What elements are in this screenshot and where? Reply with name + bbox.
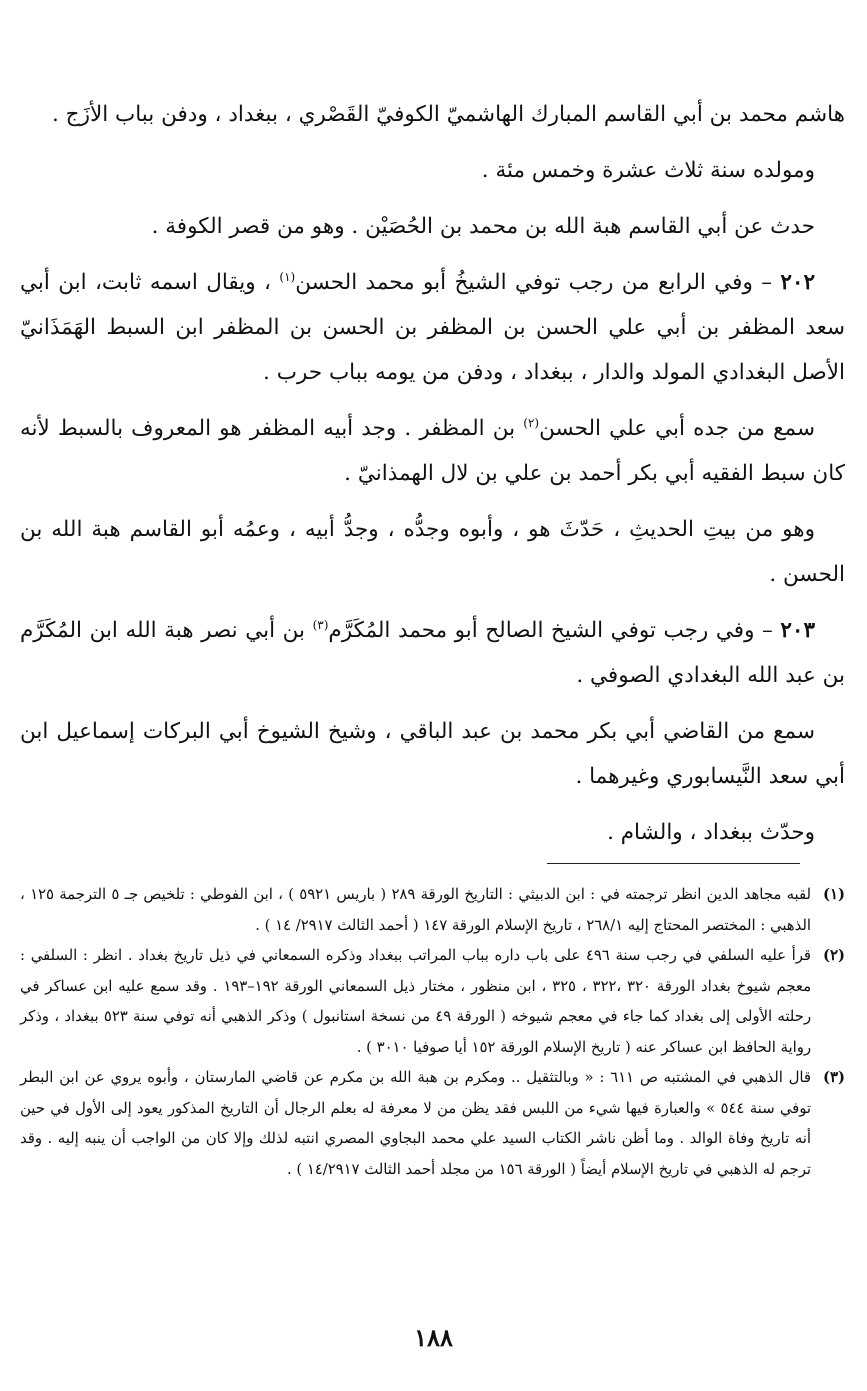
paragraph-2: ومولده سنة ثلاث عشرة وخمس مئة . [481,158,815,183]
page-number: ١٨٨ [414,1323,453,1352]
footnote-3 [20,1063,845,1185]
entry-202 [20,260,845,395]
footnote-ref[interactable]: (١) [279,269,296,284]
entry-text-cont: بن أبي نصر هبة الله ابن المُكَرَّم بن عبد الله البغدادي الصوفي . [20,618,845,688]
footnote-text: قال الذهبي في المشتبه ص ٦١١ : « وبالتثقيل .. ومكرم بن هبة الله بن مكرم عن قاضي المارستان ، وأبوه يروي عن ابن البطر توفي سنة ٥٤٤ » والعبارة فيها شيء من اللبس فقد يظن من لا معرفة له بعلم الرجال أن التاريخ المذكور يعود إلى الأول في حين أنه تاريخ وفاة الوالد . وما أظن ناشر الكتاب السيد علي محمد البجاوي المصري انتبه لذلك وإلا كان من الواجب أن ينبه إليه . وقد ترجم له الذهبي في تاريخ الإسلام أيضاً ( الورقة ١٥٦ من مجلد أحمد الثالث ١٤/٢٩١٧ ) . [20,1069,811,1178]
paragraph-text-cont: بن المظفر . وجد أبيه المظفر هو المعروف بالسبط لأنه كان سبط الفقيه أبي بكر أحمد بن علي بن لال الهمذانيّ . [20,416,845,486]
paragraph-6: وهو من بيتِ الحديثِ ، حَدّثَ هو ، وأبوه وجدُّه ، وجدُّ أبيه ، وعمُه أبو القاسم هبة الله بن الحسن . [20,517,845,587]
footnote-text: قرأ عليه السلفي في رجب سنة ٤٩٦ على باب داره بباب المراتب ببغداد وذكره السمعاني في ذيل تاريخ بغداد . انظر : السلفي : معجم شيوخ بغداد الورقة ٣٢٠ ،٣٢٢ ، ٣٢٥ ، ابن منظور ، مختار ذيل السمعاني الورقة ١٩٢–١٩٣ . وقد سمع عليه ابن عساكر في رحلته الأولى إلى بغداد كما جاء في معجم شيوخه ( الورقة ٤٩ من نسخة استانبول ) وذكر الذهبي أنه توفي سنة ٥٢٣ ببغداد ، وذكر رواية الحافظ ابن عساكر عنه ( تاريخ الإسلام الورقة ١٥٢ أيا صوفيا ٣٠١٠ ) . [20,947,811,1056]
entry-number: ٢٠٢ [780,270,816,295]
main-text [20,92,845,866]
entry-number: ٢٠٣ [780,618,816,643]
paragraph-text: سمع من جده أبي علي الحسن [539,416,815,441]
footnote-mark: (٣) [823,1069,845,1086]
paragraph-5 [20,406,845,496]
footnote-text: لقبه مجاهد الدين انظر ترجمته في : ابن الدبيثي : التاريخ الورقة ٢٨٩ ( باريس ٥٩٢١ ) ، ابن الفوطي : تلخيص جـ ٥ الترجمة ١٢٥ ، الذهبي : المختصر المحتاج إليه ٢٦٨/١ ، تاريخ الإسلام الورقة ١٤٧ ( أحمد الثالث ٢٩١٧/ ١٤ ) . [20,886,811,934]
entry-text-cont: ، ويقال اسمه ثابت، ابن أبي سعد المظفر بن أبي علي الحسن بن المظفر بن الحسن بن المظفر ابن السبط الهَمَذَانيّ الأصل البغدادي المولد والدار ، ببغداد ، ودفن من يومه بباب حرب . [20,270,845,385]
footnote-2 [20,941,845,1063]
entry-text: – وفي رجب توفي الشيخ الصالح أبو محمد المُكَرَّم [328,618,781,643]
paragraph-8: سمع من القاضي أبي بكر محمد بن عبد الباقي ، وشيخ الشيوخ أبي البركات إسماعيل ابن أبي سعد النَّيسابوري وغيرهما . [20,719,845,789]
paragraph-1: هاشم محمد بن أبي القاسم المبارك الهاشميّ الكوفيّ القَصْري ، ببغداد ، ودفن بباب الأزَج . [52,102,845,127]
footnote-ref[interactable]: (٣) [312,617,329,632]
footnote-mark: (٢) [823,947,845,964]
footnote-divider [547,863,800,864]
footnote-ref[interactable]: (٢) [523,415,540,430]
footnote-mark: (١) [823,886,845,903]
paragraph-3: حدث عن أبي القاسم هبة الله بن محمد بن الحُصَيْن . وهو من قصر الكوفة . [151,214,815,239]
footnotes [20,880,845,1185]
entry-203 [20,608,845,698]
paragraph-9: وحدّث ببغداد ، والشام . [607,820,815,845]
entry-text: – وفي الرابع من رجب توفي الشيخُ أبو محمد الحسن [295,270,781,295]
footnote-1 [20,880,845,941]
